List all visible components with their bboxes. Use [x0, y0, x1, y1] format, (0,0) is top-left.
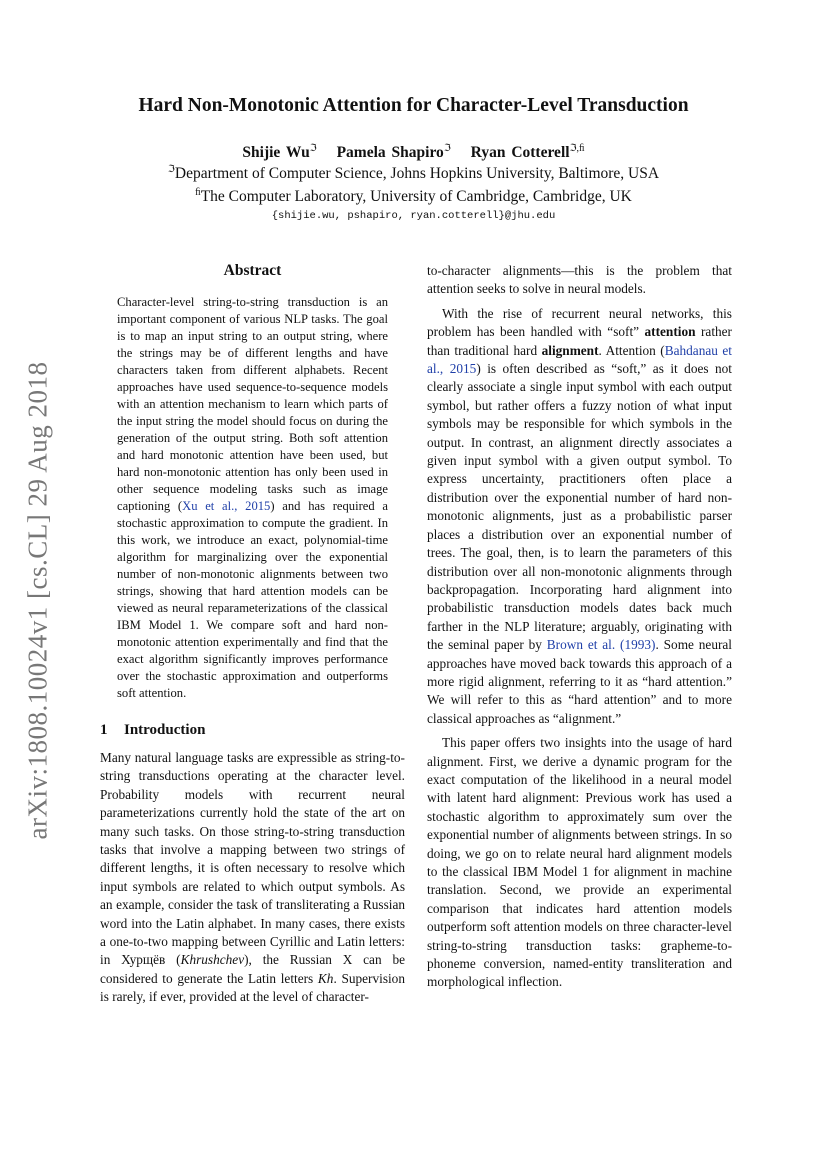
affiliation: [80, 164, 747, 183]
affiliation: [80, 187, 747, 206]
author-name: Pamela Shapiro: [336, 144, 444, 162]
body-paragraph: With the rise of recurrent neural networks, this problem has been handled with “soft” attention rather than traditional hard alignment. Attention (Bahdanau et al., 2015) is often described as “soft,” as it does not clearly associate a single input symbol with each output symbol, but rather offers a fuzzy notion of what input symbols may be responsible for which symbols in the output. In contrast, an alignment directly associates a given input symbol with a given output symbol. To express uncertainty, practitioners often place a distribution over the exponential number of hard non-monotonic alignments, just as a probabilistic parser places a distribution over an exponential number of trees. The goal, then, is to learn the parameters of this distribution over all non-monotonic alignments through backpropagation. Incorporating hard alignment into probabilistic transduction models dates back much farther in the NLP literature; arguably, originating with the seminal paper by Brown et al. (1993). Some neural approaches have moved back towards this approach of a more rigid alignment, referring to it as “hard attention.” We will refer to this as “hard attention” and to more classical approaches as “alignment.”: [427, 305, 732, 726]
body-paragraph-continued: to-character alignments—this is the problem that attention seeks to solve in neural models.: [427, 263, 732, 297]
citation-link[interactable]: Xu et al., 2015: [182, 499, 271, 513]
left-column: [100, 262, 405, 1007]
section-title: Introduction: [124, 722, 206, 738]
abstract-text: Character-level string-to-string transduction is an important component of various NLP tasks. The goal is to map an input string to an output string, where the strings may be of different lengths and have characters taken from different alphabets. Recent approaches have used sequence-to-sequence models with an attention mechanism to learn which parts of the input string the model should focus on during the generation of the output string. Both soft attention and hard monotonic attention have been used, but hard non-monotonic attention has only been used in other sequence modeling tasks such as image captioning (Xu et al., 2015) and has required a stochastic approximation to compute the gradient. In this work, we introduce an exact, polynomial-time algorithm for marginalizing over the exponential number of non-monotonic alignments between two strings, showing that hard attention models can be viewed as neural reparameterizations of the classical IBM Model 1. We compare soft and hard non-monotonic attention experimentally and find that the exact algorithm significantly improves performance over the stochastic approximation and outperforms soft attention.: [117, 295, 389, 700]
citation-link[interactable]: Brown et al. (1993): [546, 637, 656, 653]
citation-link[interactable]: Bahdanau et al., 2015: [427, 342, 732, 377]
arxiv-stamp-text: arXiv:1808.10024v1 [cs.CL] 29 Aug 2018: [22, 361, 53, 839]
author-emails: {shijie.wu, pshapiro, ryan.cotterell}@jhu.edu: [271, 210, 556, 222]
body-paragraph: Many natural language tasks are expressible as string-to-string transductions operating at the character level. Probability models with recurrent neural parameterizations currently hold the state of the art on many such tasks. On those string-to-string transduction tasks that involve a mapping between two strings of different lengths, it is often necessary to resolve which input symbols are related to which output symbols. As an example, consider the task of transliterating a Russian word into the Latin alphabet. In many cases, there exists a one-to-two mapping between Cyrillic and Latin letters: in Хурщёв (Khrushchev), the Russian Х can be considered to generate the Latin letters Kh. Supervision is rarely, if ever, provided at the level of character-: [100, 750, 405, 1005]
affil-text: Department of Computer Science, Johns Hopkins University, Baltimore, USA: [174, 165, 660, 183]
paper-title: Hard Non-Monotonic Attention for Character-Level Transduction: [138, 95, 689, 116]
arxiv-stamp: [18, 340, 58, 860]
author-list: [80, 143, 747, 162]
abstract-heading: Abstract: [223, 262, 282, 279]
author-affil-mark: ℑ: [443, 143, 451, 154]
affil-text: The Computer Laboratory, University of Cambridge, Cambridge, UK: [200, 188, 632, 206]
author-affil-mark: ℑ: [309, 143, 317, 154]
section-number: 1: [100, 722, 108, 738]
affil-mark: ℑ: [167, 164, 175, 175]
author-name: Shijie Wu: [242, 144, 310, 162]
right-column: [427, 262, 732, 992]
section-heading: [100, 722, 405, 739]
author-affil-mark: ℑ,ﬁ: [569, 143, 585, 154]
author-name: Ryan Cotterell: [470, 144, 570, 162]
affil-mark: ﬁ: [195, 187, 201, 198]
body-paragraph: This paper offers two insights into the usage of hard alignment. First, we derive a dynamic program for the exact computation of the likelihood in a neural model with latent hard alignment: Previous work has used a stochastic algorithm to approximately sum over the exponential number of alignments between strings. In so doing, we go on to relate neural hard alignment models to the classical IBM Model 1 for alignment in machine translation. Second, we provide an experimental comparison that indicates hard attention models outperform soft attention models on three character-level string-to-string transduction tasks: grapheme-to-phoneme conversion, named-entity transliteration and morphological inflection.: [427, 735, 732, 990]
